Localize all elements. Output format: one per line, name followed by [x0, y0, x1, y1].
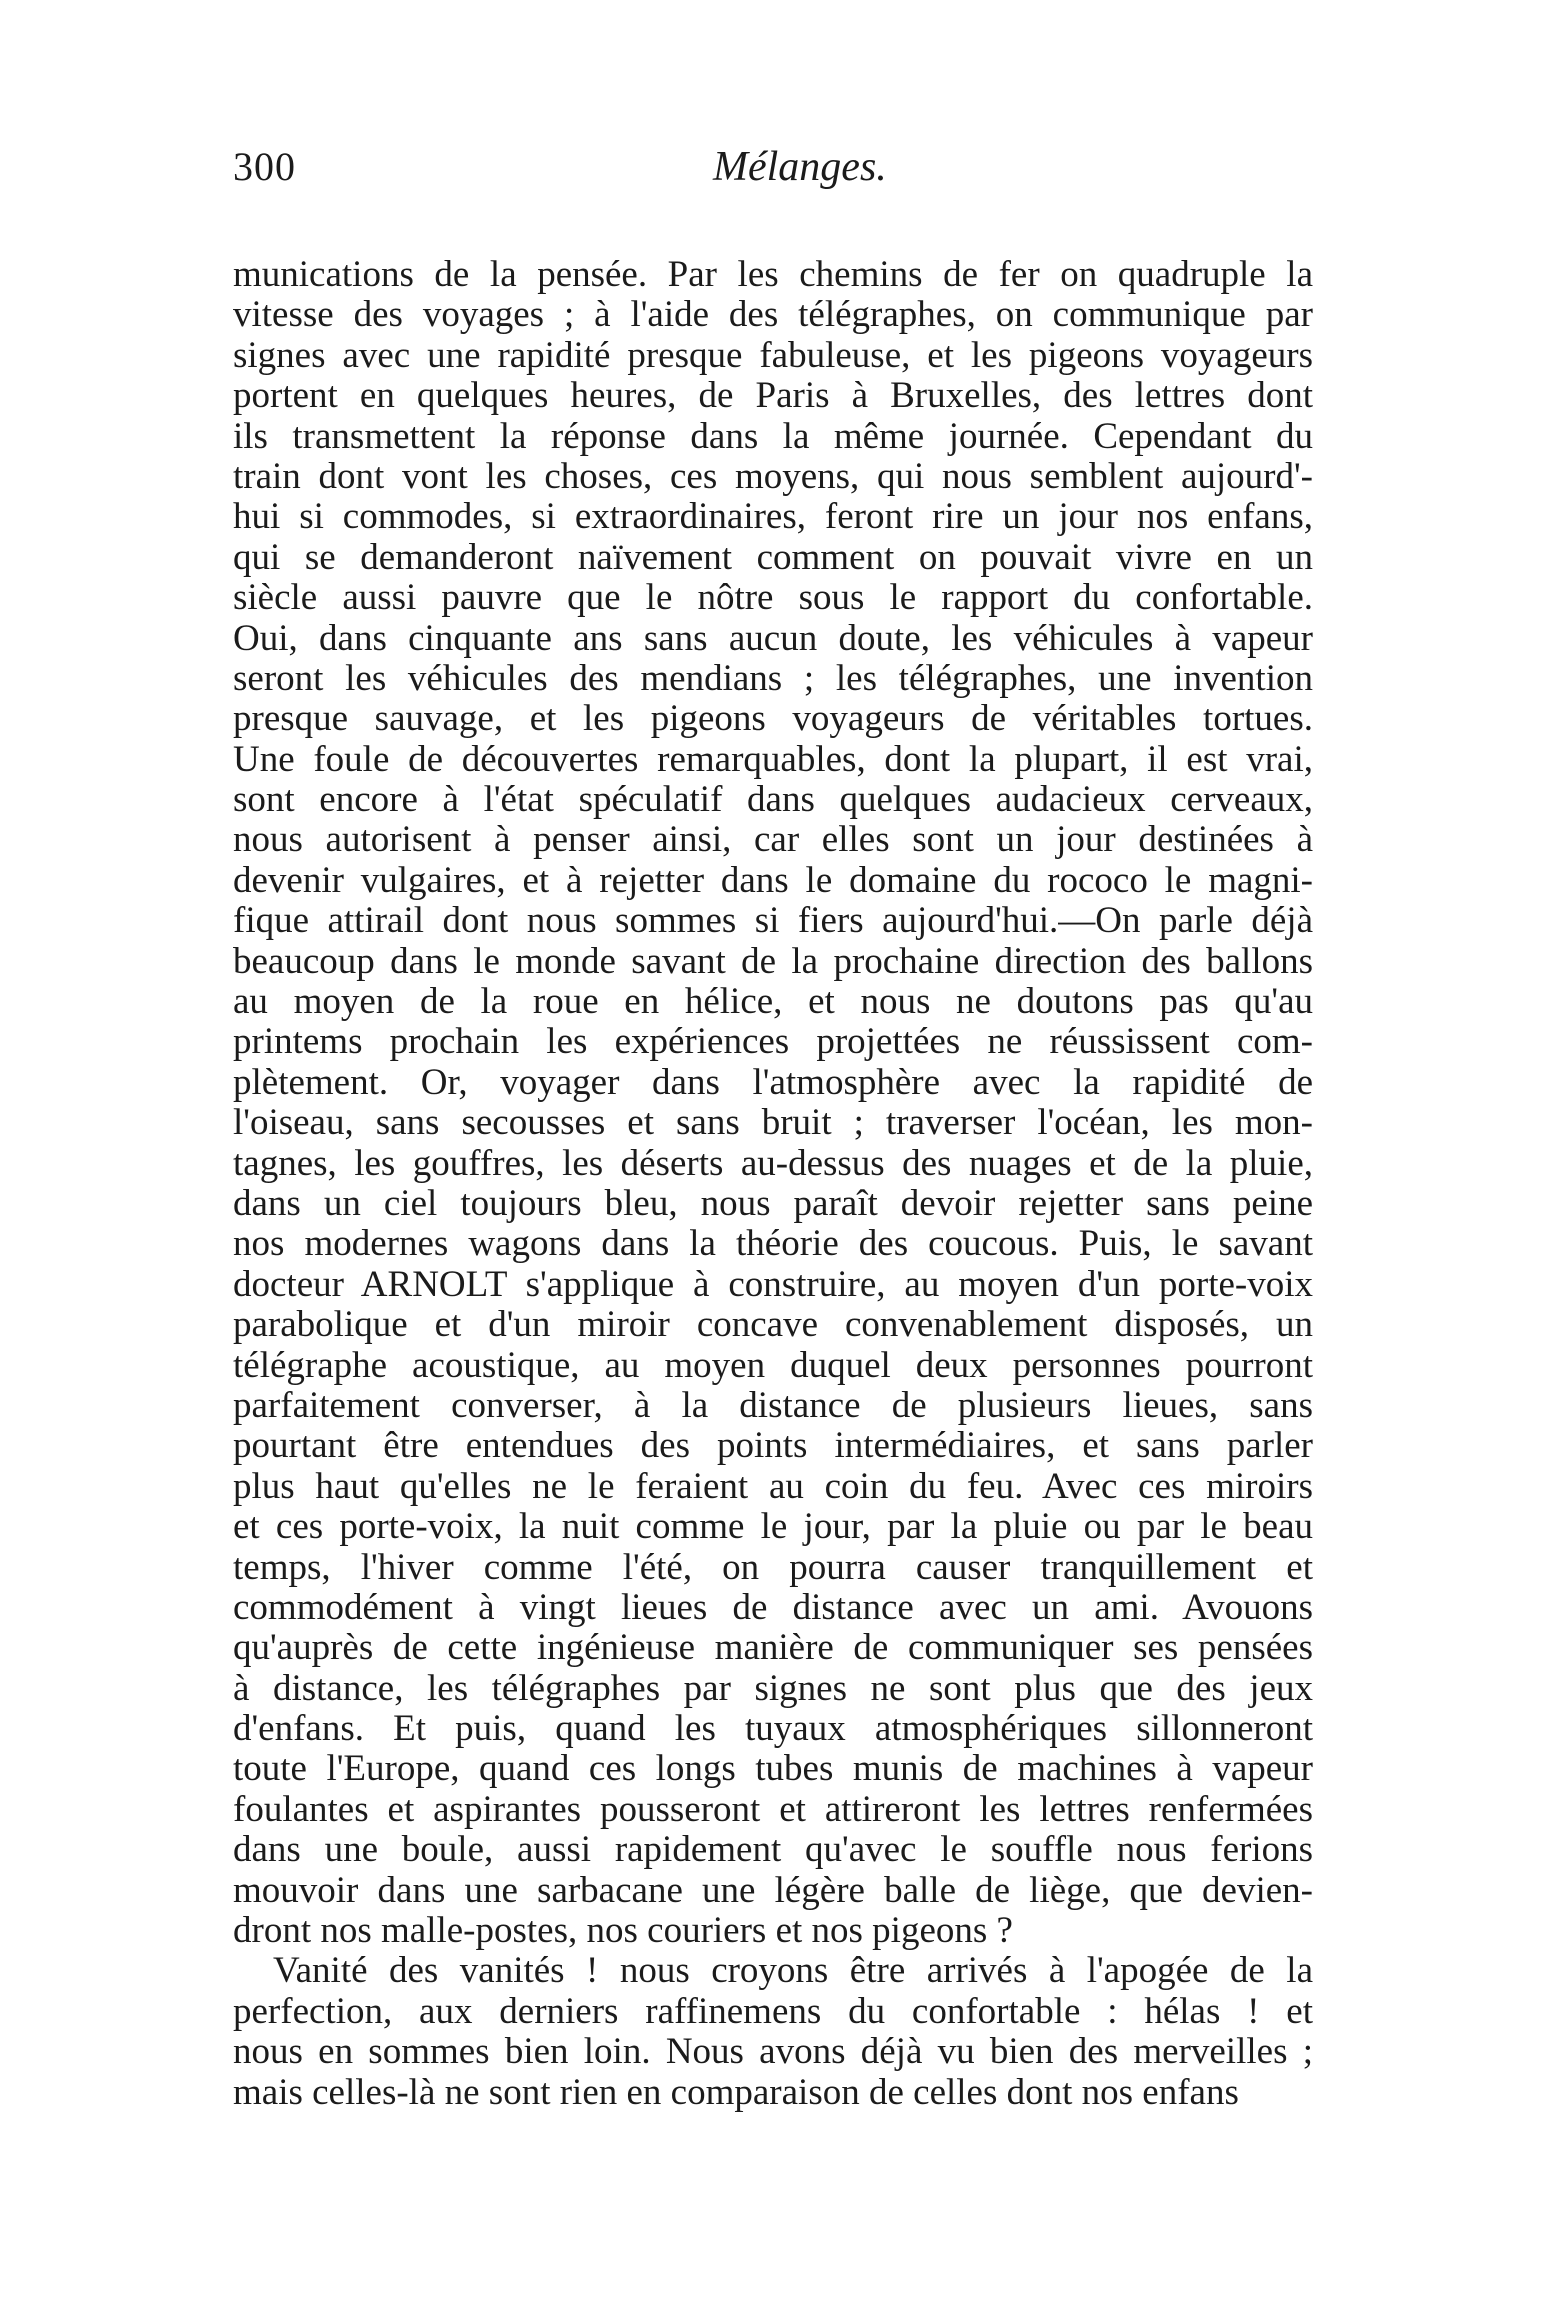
text-line: foulantes et aspirantes pousseront et attireront les lettres renfermées: [233, 1789, 1313, 1830]
text-line: commodément à vingt lieues de distance avec un ami. Avouons: [233, 1587, 1313, 1628]
text-line: plus haut qu'elles ne le feraient au coin du feu. Avec ces miroirs: [233, 1466, 1313, 1507]
text-line: munications de la pensée. Par les chemins de fer on quadruple la: [233, 255, 1313, 295]
text-line: dans une boule, aussi rapidement qu'avec le souffle nous ferions: [233, 1830, 1313, 1871]
text-line: mais celles-là ne sont rien en comparaison de celles dont nos enfans: [233, 2072, 1239, 2113]
text-line: signes avec une rapidité presque fabuleuse, et les pigeons voyageurs: [233, 335, 1313, 376]
text-line: portent en quelques heures, de Paris à Bruxelles, des lettres dont: [233, 376, 1313, 417]
text-line: d'enfans. Et puis, quand les tuyaux atmosphériques sillonneront: [233, 1709, 1313, 1750]
page-header: [233, 143, 1313, 203]
text-line: nos modernes wagons dans la théorie des coucous. Puis, le savant: [233, 1224, 1313, 1265]
text-line: hui si commodes, si extraordinaires, feront rire un jour nos enfans,: [233, 497, 1313, 538]
text-line: plètement. Or, voyager dans l'atmosphère avec la rapidité de: [233, 1062, 1313, 1103]
text-line: perfection, aux derniers raffinemens du confortable : hélas ! et: [233, 1991, 1313, 2032]
text-line: sont encore à l'état spéculatif dans quelques audacieux cerveaux,: [233, 780, 1313, 821]
text-line: nous en sommes bien loin. Nous avons déjà vu bien des merveilles ;: [233, 2032, 1313, 2073]
text-line: Une foule de découvertes remarquables, dont la plupart, il est vrai,: [233, 739, 1313, 780]
text-line: fique attirail dont nous sommes si fiers aujourd'hui.—On parle déjà: [233, 901, 1313, 942]
text-line: mouvoir dans une sarbacane une légère balle de liège, que devien-: [233, 1870, 1313, 1911]
text-line: tagnes, les gouffres, les déserts au-dessus des nuages et de la pluie,: [233, 1143, 1313, 1184]
text-line: seront les véhicules des mendians ; les télégraphes, une invention: [233, 658, 1313, 699]
text-line: devenir vulgaires, et à rejetter dans le domaine du rococo le magni-: [233, 860, 1313, 901]
text-line: presque sauvage, et les pigeons voyageurs de véritables tortues.: [233, 699, 1313, 740]
text-line: dans un ciel toujours bleu, nous paraît devoir rejetter sans peine: [233, 1183, 1313, 1224]
text-line: qu'auprès de cette ingénieuse manière de communiquer ses pensées: [233, 1628, 1313, 1669]
page-number: 300: [233, 144, 296, 189]
text-line: siècle aussi pauvre que le nôtre sous le rapport du confortable.: [233, 578, 1313, 619]
text-line: temps, l'hiver comme l'été, on pourra causer tranquillement et: [233, 1547, 1313, 1588]
text-line: nous autorisent à penser ainsi, car elles sont un jour destinées à: [233, 820, 1313, 861]
text-line: vitesse des voyages ; à l'aide des télégraphes, on communique par: [233, 295, 1313, 336]
text-line: l'oiseau, sans secousses et sans bruit ; traverser l'océan, les mon-: [233, 1103, 1313, 1144]
text-line: pourtant être entendues des points intermédiaires, et sans parler: [233, 1426, 1313, 1467]
text-line: ils transmettent la réponse dans la même journée. Cependant du: [233, 416, 1313, 457]
text-line: et ces porte-voix, la nuit comme le jour, par la pluie ou par le beau: [233, 1507, 1313, 1548]
body-text: [233, 255, 1313, 2113]
text-line: beaucoup dans le monde savant de la prochaine direction des ballons: [233, 941, 1313, 982]
text-line: printems prochain les expériences projettées ne réussissent com-: [233, 1022, 1313, 1063]
text-line: au moyen de la roue en hélice, et nous ne doutons pas qu'au: [233, 982, 1313, 1023]
text-line: qui se demanderont naïvement comment on pouvait vivre en un: [233, 537, 1313, 578]
text-line: Vanité des vanités ! nous croyons être arrivés à l'apogée de la: [273, 1951, 1313, 1992]
text-line: toute l'Europe, quand ces longs tubes munis de machines à vapeur: [233, 1749, 1313, 1790]
text-line: Oui, dans cinquante ans sans aucun doute, les véhicules à vapeur: [233, 618, 1313, 659]
text-line: parfaitement converser, à la distance de plusieurs lieues, sans: [233, 1385, 1313, 1426]
text-line: parabolique et d'un miroir concave convenablement disposés, un: [233, 1305, 1313, 1346]
text-line: dront nos malle-postes, nos couriers et nos pigeons ?: [233, 1911, 1013, 1952]
text-line: train dont vont les choses, ces moyens, qui nous semblent aujourd'-: [233, 456, 1313, 497]
text-line: docteur ARNOLT s'applique à construire, au moyen d'un porte-voix: [233, 1264, 1313, 1305]
text-line: télégraphe acoustique, au moyen duquel deux personnes pourront: [233, 1345, 1313, 1386]
running-title: Mélanges.: [713, 144, 887, 190]
text-line: à distance, les télégraphes par signes ne sont plus que des jeux: [233, 1668, 1313, 1709]
